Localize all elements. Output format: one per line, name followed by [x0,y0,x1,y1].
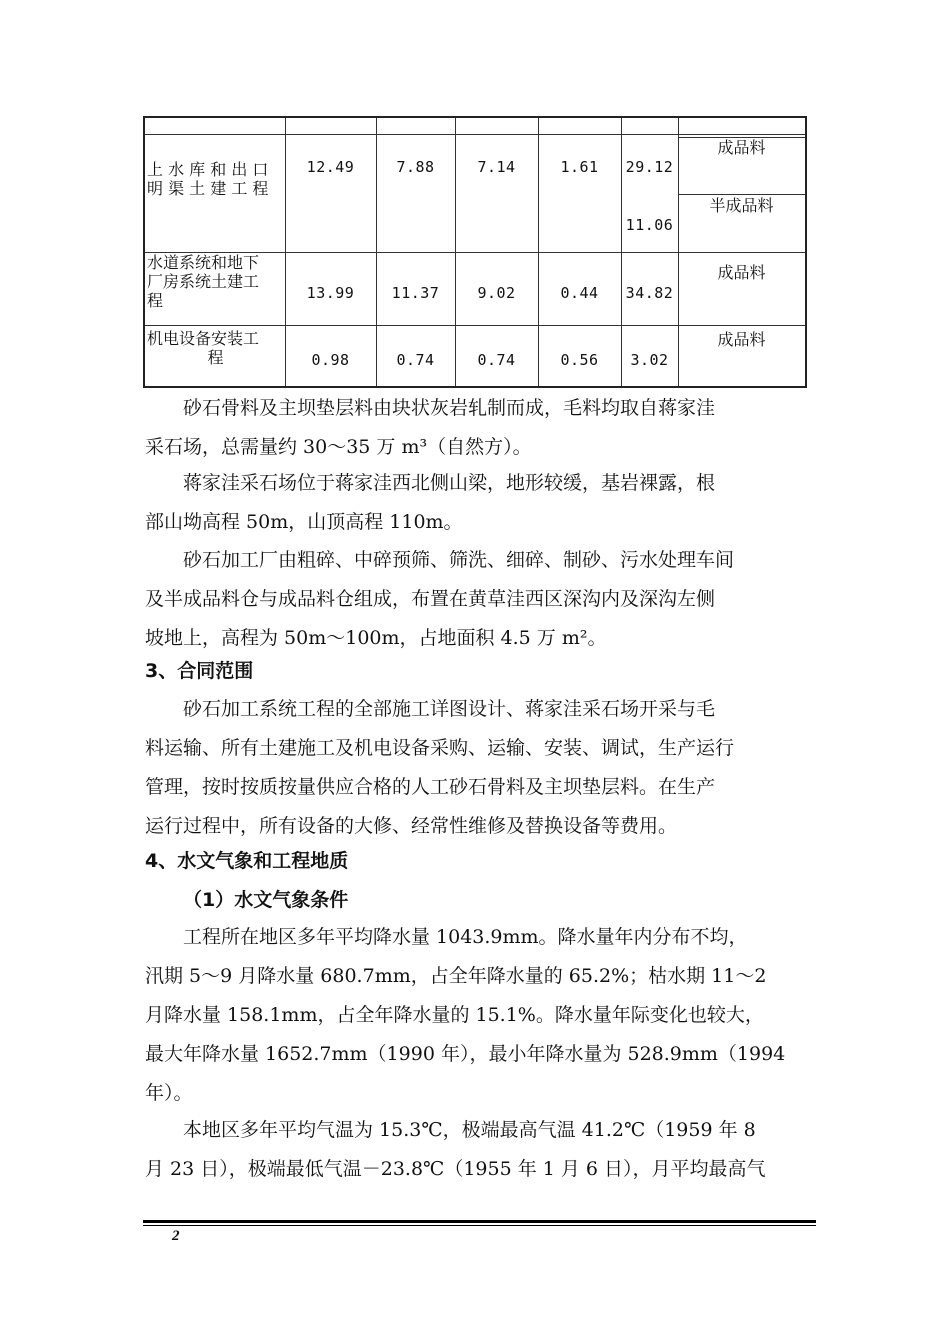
row1-total: 29.12 [625,158,674,176]
row3-value: 0.74 [477,351,516,369]
text-line: 部山坳高程 50m，山顶高程 110m。 [145,511,463,533]
table-row-line [145,134,805,135]
row3-value: 0.56 [560,351,599,369]
text-line: 及半成品料仓与成品料仓组成，布置在黄草洼西区深沟内及深沟左侧 [145,588,716,610]
row2-type: 成品料 [717,263,766,282]
section-heading-contract-scope: 3、合同范围 [145,660,254,682]
page-number: 2 [172,1228,180,1244]
row1-value: 12.49 [306,158,355,176]
row3-name-line: 程 [207,348,224,367]
row1-type: 成品料 [717,138,766,157]
row2-total: 34.82 [625,284,674,302]
footer-rule-thin [143,1225,816,1226]
paragraph-aggregate-source [145,389,807,467]
text-line: 月降水量 158.1mm，占全年降水量的 15.1%。降水量年际变化也较大， [145,1004,764,1026]
text-line: 汛期 5～9 月降水量 680.7mm，占全年降水量的 65.2%；枯水期 11～2 [145,965,767,987]
text-line: 采石场，总需量约 30～35 万 m³（自然方）。 [145,436,532,458]
row1-name-line: 明 渠 土 建 工 程 [147,179,269,198]
row1-name-line: 上 水 库 和 出 口 [147,160,269,179]
row2-value: 9.02 [477,284,516,302]
text-line: 砂石加工厂由粗碎、中碎预筛、筛洗、细碎、制砂、污水处理车间 [183,549,735,571]
row3-value: 0.74 [396,351,435,369]
row3-name [147,329,284,367]
row1-name [147,160,284,198]
text-line: 运行过程中，所有设备的大修、经常性维修及替换设备等费用。 [145,815,678,837]
table-row-line [145,325,805,326]
paragraph-plant-layout [145,541,807,658]
row3-type: 成品料 [717,330,766,349]
text-line: 蒋家洼采石场位于蒋家洼西北侧山梁，地形较缓，基岩裸露，根 [183,472,716,494]
text-line: 砂石骨料及主坝垫层料由块状灰岩轧制而成，毛料均取自蒋家洼 [183,397,716,419]
paragraph-temperature [145,1111,807,1189]
text-line: 砂石加工系统工程的全部施工详图设计、蒋家洼采石场开采与毛 [183,698,716,720]
row2-name [147,253,284,310]
row1-value: 1.61 [560,158,599,176]
row2-name-line: 程 [147,291,164,310]
row1-value: 7.14 [477,158,516,176]
footer-rule-thick [143,1220,816,1223]
text-line: 坡地上，高程为 50m～100m，占地面积 4.5 万 m²。 [145,627,607,649]
paragraph-contract-scope [145,690,807,846]
row2-name-line: 厂房系统土建工 [147,272,260,291]
paragraph-quarry-location [145,464,807,542]
row1-extra-total: 11.06 [625,216,674,234]
subsection-heading-climate: （1）水文气象条件 [183,889,349,911]
row2-name-line: 水道系统和地下 [147,253,260,272]
section-heading-hydrology: 4、水文气象和工程地质 [145,850,349,872]
row2-value: 0.44 [560,284,599,302]
text-line: 管理，按时按质按量供应合格的人工砂石骨料及主坝垫层料。在生产 [145,776,716,798]
row1-extra-type: 半成品料 [709,196,774,215]
table-row-line [678,194,805,195]
text-line: 本地区多年平均气温为 15.3℃，极端最高气温 41.2℃（1959 年 8 [183,1119,756,1141]
text-line: 年）。 [145,1082,193,1104]
text-line: 最大年降水量 1652.7mm（1990 年），最小年降水量为 528.9mm（1994 [145,1043,786,1065]
paragraph-precipitation [145,918,807,1113]
row2-value: 11.37 [391,284,440,302]
row3-value: 0.98 [311,351,350,369]
row2-value: 13.99 [306,284,355,302]
text-line: 工程所在地区多年平均降水量 1043.9mm。降水量年内分布不均， [183,926,748,948]
row1-value: 7.88 [396,158,435,176]
text-line: 料运输、所有土建施工及机电设备采购、运输、安装、调试，生产运行 [145,737,735,759]
row3-name-line: 机电设备安装工 [147,329,260,348]
material-demand-table [143,116,807,388]
row3-total: 3.02 [630,351,669,369]
text-line: 月 23 日），极端最低气温－23.8℃（1955 年 1 月 6 日），月平均最高气 [145,1158,766,1180]
